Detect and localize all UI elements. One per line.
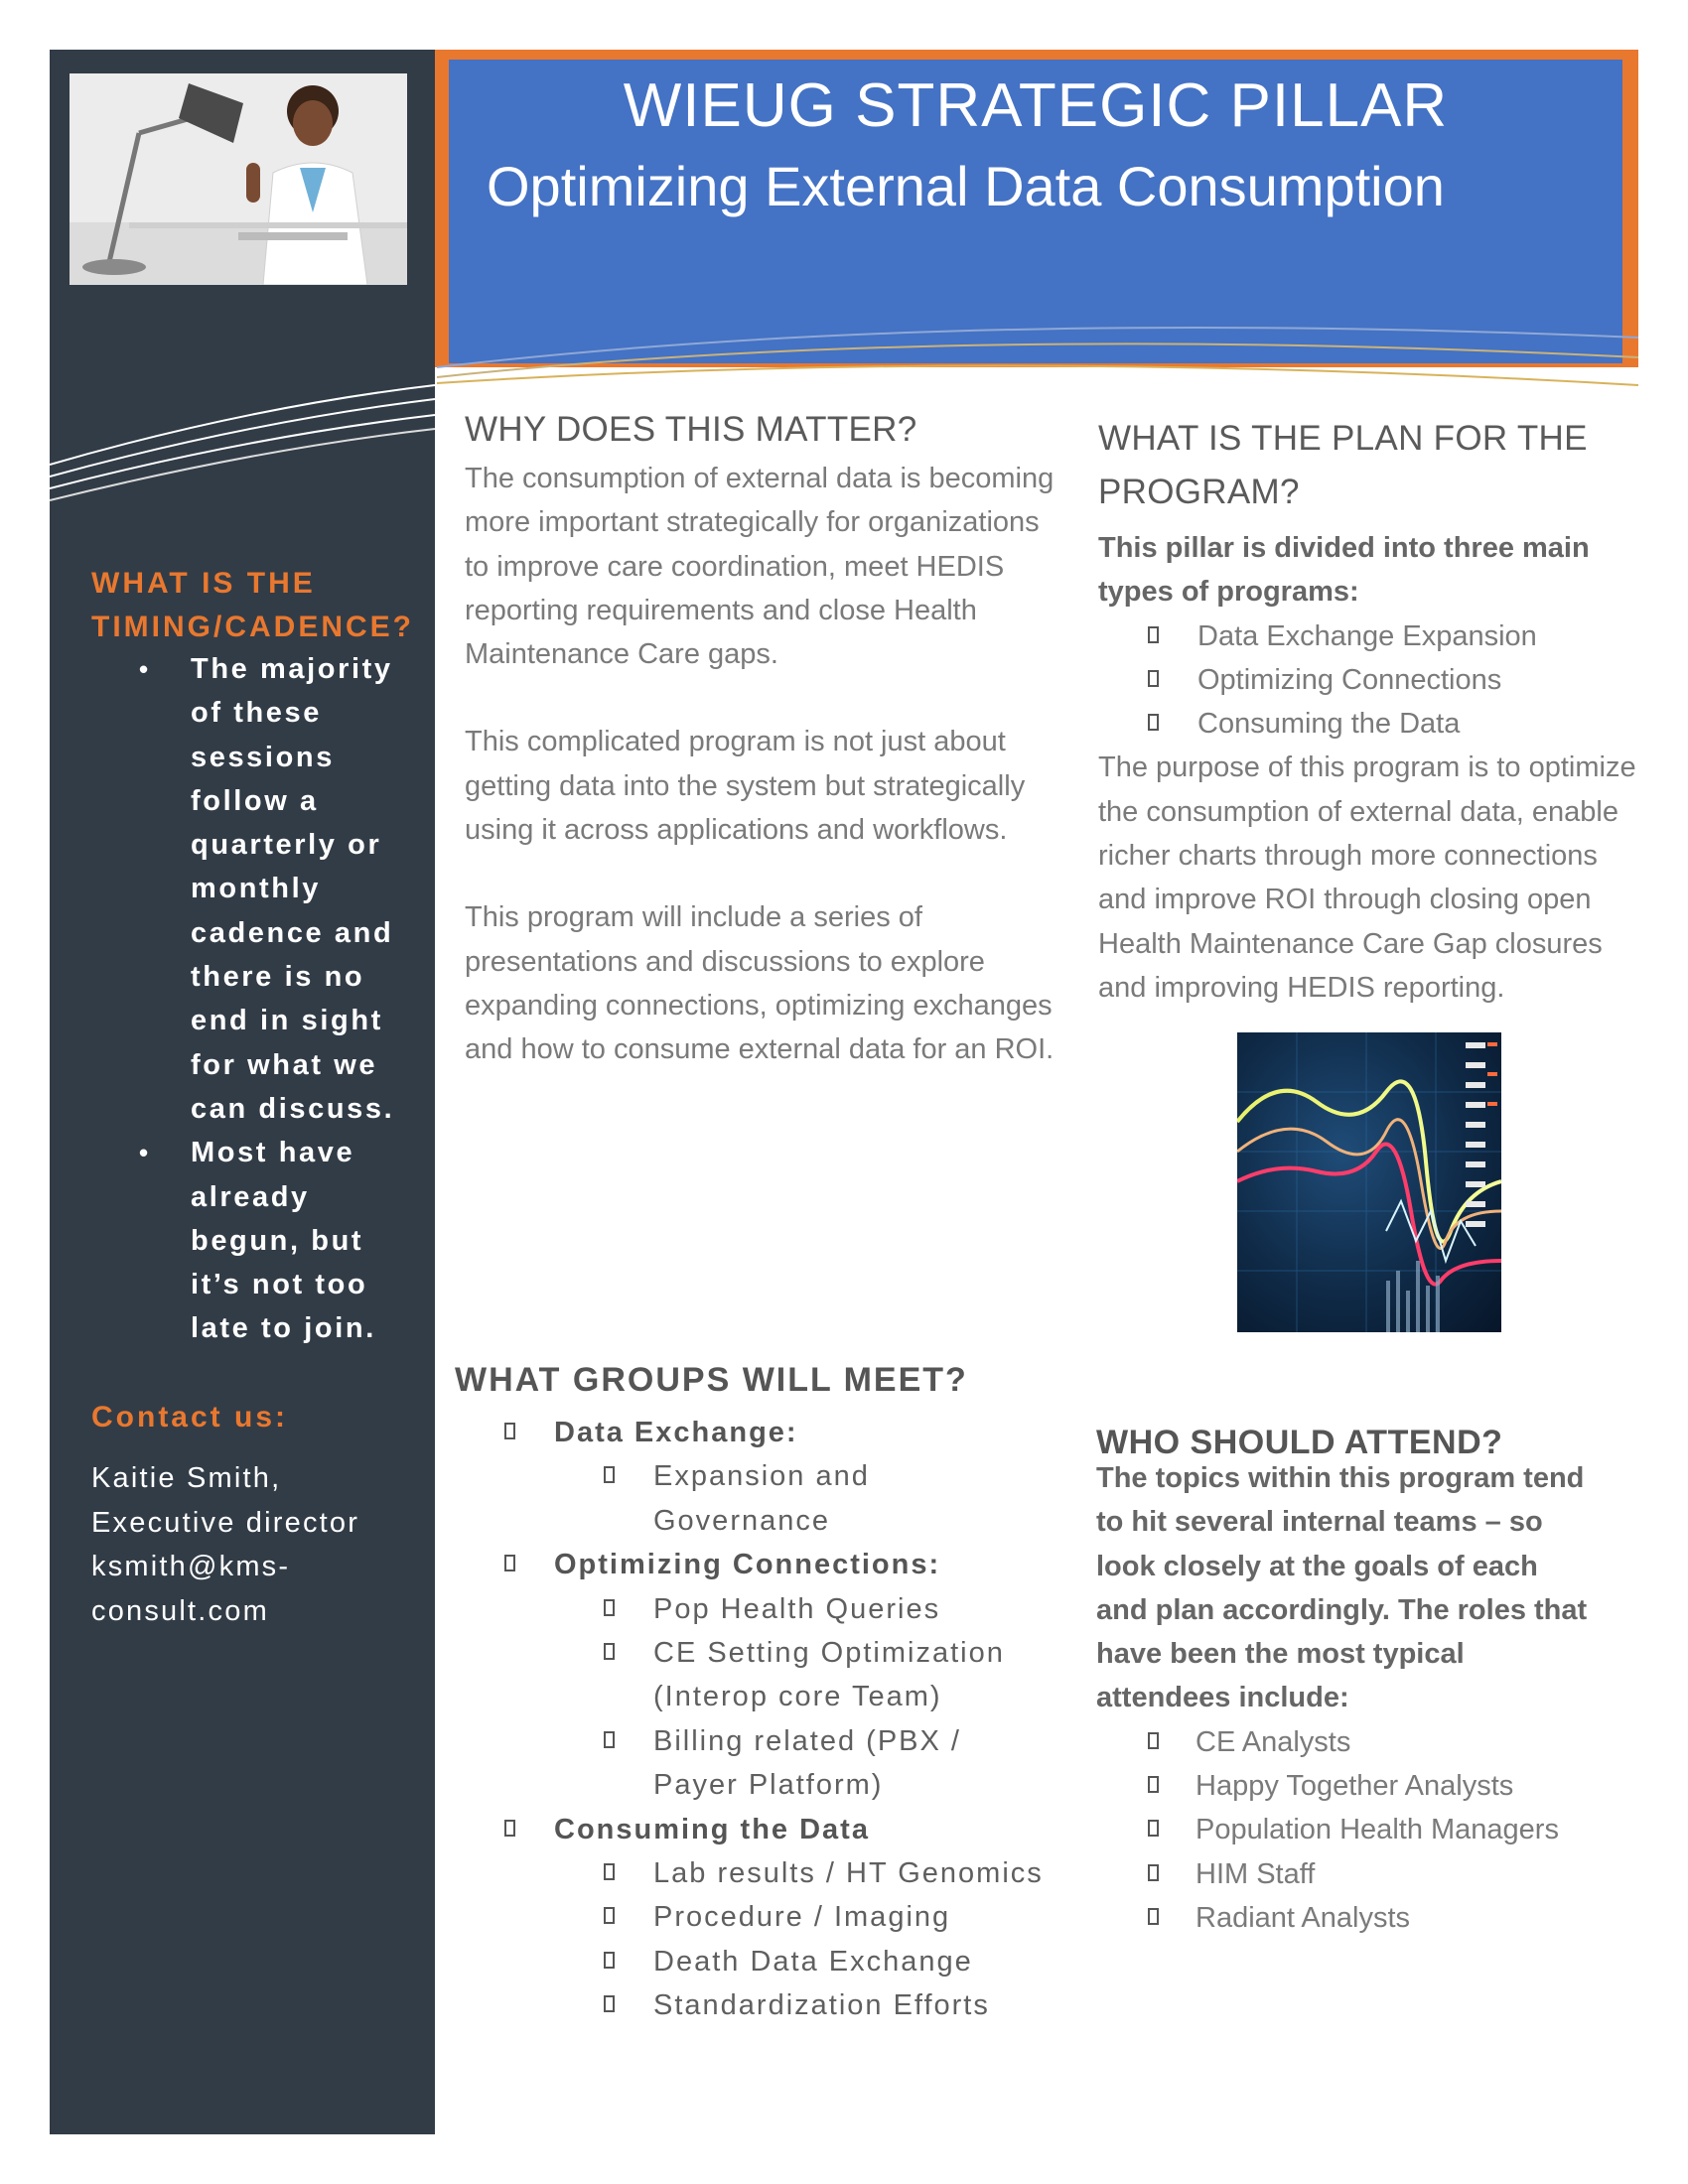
checkbox-square-icon [1148,1908,1159,1925]
list-item [494,1631,1090,1719]
group-item-text: Death Data Exchange [653,1945,973,1978]
group-item-text: Procedure / Imaging [653,1901,951,1934]
checkbox-square-icon [604,1907,615,1924]
why-paragraph: This complicated program is not just about getting data into the system but strategically using it across applications and workflows. [465,726,1026,847]
checkbox-square-icon [604,1731,615,1748]
group-title: Optimizing Connections: [554,1549,941,1581]
groups-list [494,1411,1090,2028]
group-item-text: Standardization Efforts [653,1989,990,2022]
attend-role-text: Radiant Analysts [1196,1901,1411,1934]
checkbox-square-icon [1148,1732,1159,1749]
timing-item-text: Most have already begun, but it’s not too late to join. [191,1137,376,1345]
attend-heading: WHO SHOULD ATTEND? [1096,1424,1503,1461]
checkbox-square-icon [604,1599,615,1616]
attend-intro: The topics within this program tend to hit several internal teams – so look closely at the goals of each and plan accordingly. The roles that have been the most typical attendees include: [1096,1462,1588,1714]
contact-info: Kaitie Smith, Executive director ksmith@kms-consult.com [91,1462,360,1627]
list-item [494,1851,1090,1895]
photo-illustration [70,73,407,285]
bullet-icon: • [139,1138,151,1168]
contact-heading: Contact us: [91,1401,288,1433]
checkbox-square-icon [1148,1776,1159,1793]
list-item [1096,1808,1593,1851]
stock-chart-image [1237,1032,1501,1332]
group-title: Data Exchange: [554,1417,798,1448]
group-item-text: Billing related (PBX / Payer Platform) [653,1724,961,1802]
list-item [1096,1852,1593,1896]
group-item-text: Expansion and Governance [653,1460,870,1537]
timing-list [91,647,419,1351]
checkbox-square-icon [504,1820,515,1837]
attend-role-text: Population Health Managers [1196,1814,1559,1846]
list-item [494,1719,1090,1808]
page-title: WIEUG STRATEGIC PILLAR [623,71,1449,140]
timing-heading: WHAT IS THE TIMING/CADENCE? [91,567,414,643]
doctor-video-call-photo [70,73,407,285]
checkbox-square-icon [604,1863,615,1880]
plan-intro: This pillar is divided into three main types of programs: [1098,532,1590,609]
list-item [1096,1764,1593,1808]
attend-role-text: CE Analysts [1196,1725,1351,1758]
group-item-text: Pop Health Queries [653,1592,941,1625]
list-item [1098,658,1650,702]
list-item [494,1454,1090,1543]
why-heading: WHY DOES THIS MATTER? [465,410,917,449]
plan-purpose: The purpose of this program is to optimize the consumption of external data, enable richer charts through more connections and improve ROI through closing open Health Maintenance Care Gap closures and improving HEDIS reporting. [1098,751,1636,1004]
plan-item-text: Data Exchange Expansion [1197,619,1537,652]
plan-item-text: Optimizing Connections [1197,663,1502,696]
bullet-icon: • [139,654,151,684]
list-item [494,1411,1090,1454]
list-item [91,1131,419,1350]
checkbox-square-icon [1148,1864,1159,1881]
checkbox-square-icon [1148,626,1159,643]
list-item [494,1808,1090,1851]
attend-roles-list [1096,1720,1593,1940]
checkbox-square-icon [504,1423,515,1439]
attend-role-text: HIM Staff [1196,1857,1316,1890]
list-item [1096,1896,1593,1940]
list-item [494,1983,1090,2027]
groups-heading: WHAT GROUPS WILL MEET? [455,1361,968,1399]
timing-item-text: The majority of these sessions follow a quarterly or monthly cadence and there is no end in sight for what we can discuss. [191,653,395,1125]
list-item [494,1940,1090,1983]
why-body [465,457,1070,1072]
checkbox-square-icon [1148,1820,1159,1837]
group-item-text: CE Setting Optimization (Interop core Team) [653,1637,1005,1713]
list-item [494,1587,1090,1631]
list-item [494,1543,1090,1586]
checkbox-square-icon [604,1643,615,1660]
list-item [1098,614,1650,658]
list-item [1098,702,1650,746]
plan-program-list [1098,614,1650,747]
checkbox-square-icon [604,1952,615,1969]
group-item-text: Lab results / HT Genomics [653,1857,1044,1890]
attend-role-text: Happy Together Analysts [1196,1770,1514,1803]
stock-chart-illustration [1237,1032,1501,1332]
checkbox-square-icon [604,1466,615,1483]
checkbox-square-icon [604,1995,615,2012]
page-subtitle: Optimizing External Data Consumption [487,155,1445,217]
why-paragraph: The consumption of external data is becoming more important strategically for organizations to improve care coordination, meet HEDIS reporting requirements and close Health Maintenance Care gaps. [465,463,1055,671]
list-item [91,647,419,1131]
checkbox-square-icon [1148,670,1159,687]
attend-body [1096,1456,1593,1940]
list-item [494,1895,1090,1939]
list-item [1096,1720,1593,1764]
checkbox-square-icon [504,1555,515,1571]
plan-heading: WHAT IS THE PLAN FOR THE PROGRAM? [1098,419,1588,511]
group-title: Consuming the Data [554,1813,870,1845]
plan-body [1098,526,1650,1010]
checkbox-square-icon [1148,714,1159,731]
why-paragraph: This program will include a series of presentations and discussions to explore expanding connections, optimizing exchanges and how to consume external data for an ROI. [465,901,1055,1066]
plan-item-text: Consuming the Data [1197,708,1461,741]
